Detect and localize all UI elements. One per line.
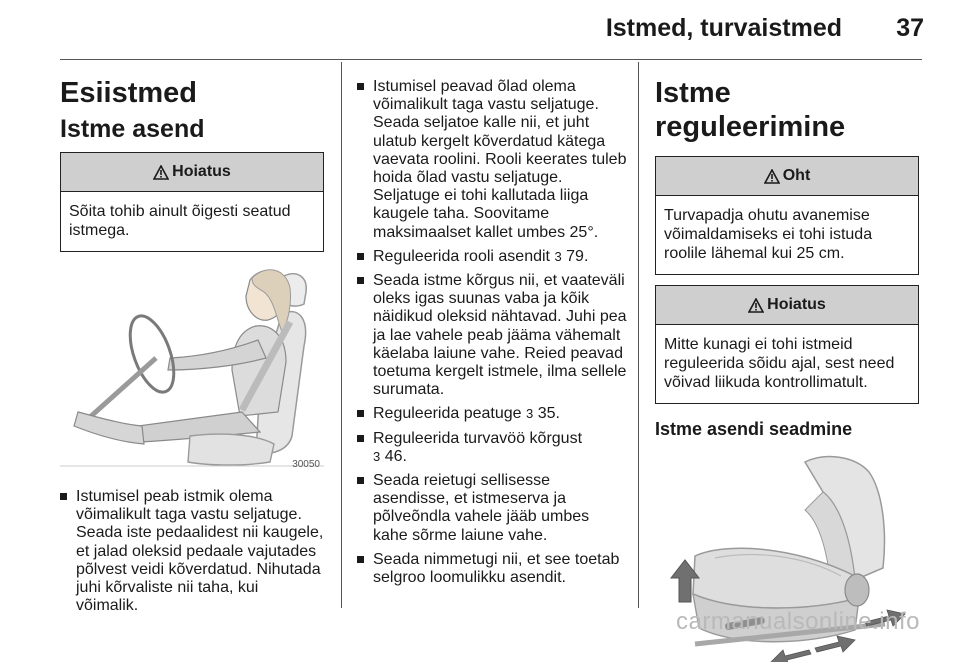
bullet-marker <box>357 410 364 417</box>
danger-box <box>655 156 919 275</box>
header-rule <box>60 59 922 60</box>
bullet-marker <box>357 277 364 284</box>
bullet-marker <box>357 477 364 484</box>
warning-box <box>60 152 324 252</box>
page-reference-icon: 3 <box>554 248 562 264</box>
warning-box-header <box>61 153 323 192</box>
warning-triangle-icon <box>153 165 169 180</box>
list-item <box>357 248 627 266</box>
page-reference-icon: 3 <box>526 406 534 422</box>
bullet-marker <box>357 435 364 442</box>
page-reference-link[interactable]: 79. <box>566 247 589 265</box>
section-heading-seat-adjustment: Istme reguleerimine <box>655 77 846 143</box>
warning-text: Sõita tohib ainult õigesti seatud istmega. <box>69 203 291 239</box>
list-item-text: Seada nimmetugi nii, et see toetab selgroo loomulikku asendit. <box>373 550 620 587</box>
list-item <box>357 430 627 466</box>
footer-watermark: carmanualsonline.info <box>676 608 920 635</box>
seat-position-list <box>60 488 324 615</box>
sub-heading-seat-position: Istme asend <box>60 115 205 143</box>
column-3 <box>655 62 921 662</box>
page-reference-icon: 3 <box>373 448 381 464</box>
page-reference-link[interactable]: 46. <box>384 447 407 465</box>
column-divider-2 <box>638 62 639 608</box>
list-item <box>357 551 627 587</box>
warning-text: Mitte kunagi ei tohi istmeid reguleerida sõidu ajal, sest need võivad liikuda kontrollimatult. <box>664 336 895 391</box>
list-item <box>60 488 324 615</box>
list-item <box>357 272 627 399</box>
warning-box-header <box>656 286 918 325</box>
page-header <box>0 0 960 62</box>
list-item <box>357 78 627 242</box>
warning-triangle-icon <box>764 169 780 184</box>
sub-heading-seat-setting: Istme asendi seadmine <box>655 419 853 439</box>
danger-box-header <box>656 157 918 196</box>
column-divider-1 <box>341 62 342 608</box>
list-item-text: Istumisel peavad õlad olema võimalikult taga vastu seljatuge. Seada seljatoe kalle nii, et juht ulatub kergelt kõverdatud kätega vaevata roolini. Rooli keerates tuleb hoida õlad vastu seljatuge. Seljatuge ei tohi kallutada liiga kaugele taha. Soovitame maksimaalset kallet umbes 25°. <box>373 78 627 241</box>
page-reference-link[interactable]: 35. <box>537 405 560 423</box>
bullet-marker <box>357 253 364 260</box>
list-item-text: Reguleerida rooli asendit <box>373 247 550 265</box>
list-item-text: Reguleerida turvavöö kõrgust <box>373 429 583 447</box>
list-item-text: Istumisel peab istmik olema võimalikult taga vastu seljatuge. Seada iste pedaalidest nii kaugele, et jalad oleksid pedaale vajutades põlvest veidi kõverdatud. Nihutada juhi kõrvaliste nii taha, kui võimalik. <box>76 488 324 615</box>
danger-label: Oht <box>782 167 811 184</box>
list-item <box>357 405 627 423</box>
column-2 <box>357 78 627 593</box>
column-1 <box>60 62 324 621</box>
bullet-marker <box>60 493 67 500</box>
section-heading-front-seats: Esiistmed <box>60 77 197 109</box>
bullet-marker <box>357 556 364 563</box>
warning-label: Hoiatus <box>767 296 826 313</box>
list-item <box>357 472 627 545</box>
driver-seat-position-illustration <box>60 266 324 474</box>
chapter-title: Istmed, turvaistmed <box>605 14 842 42</box>
page-number: 37 <box>896 14 924 42</box>
driver-seated-figure <box>60 266 324 474</box>
list-item-text: Seada istme kõrgus nii, et vaateväli oleks igas suunas vaba ja kõik näidikud oleksid nähtavad. Juhi pea ja lae vahele peab jääma vähemalt käelaba laiune vahe. Reied peavad toetuma kergelt istmele, ilma sellele surumata. <box>373 272 627 399</box>
danger-text: Turvapadja ohutu avanemise võimaldamiseks ei tohi istuda roolile lähemal kui 25 cm. <box>664 207 873 262</box>
bullet-marker <box>357 83 364 90</box>
seat-adjustment-list <box>357 78 627 587</box>
warning-box <box>655 285 919 404</box>
list-item-text: Reguleerida peatuge <box>373 405 522 423</box>
figure-number: 30050 <box>292 459 320 470</box>
warning-label: Hoiatus <box>172 163 231 180</box>
warning-triangle-icon <box>748 298 764 313</box>
list-item-text: Seada reietugi sellisesse asendisse, et istmeserva ja põlveõndla vahele jääb umbes kahe sõrme laiune vahe. <box>373 472 590 544</box>
